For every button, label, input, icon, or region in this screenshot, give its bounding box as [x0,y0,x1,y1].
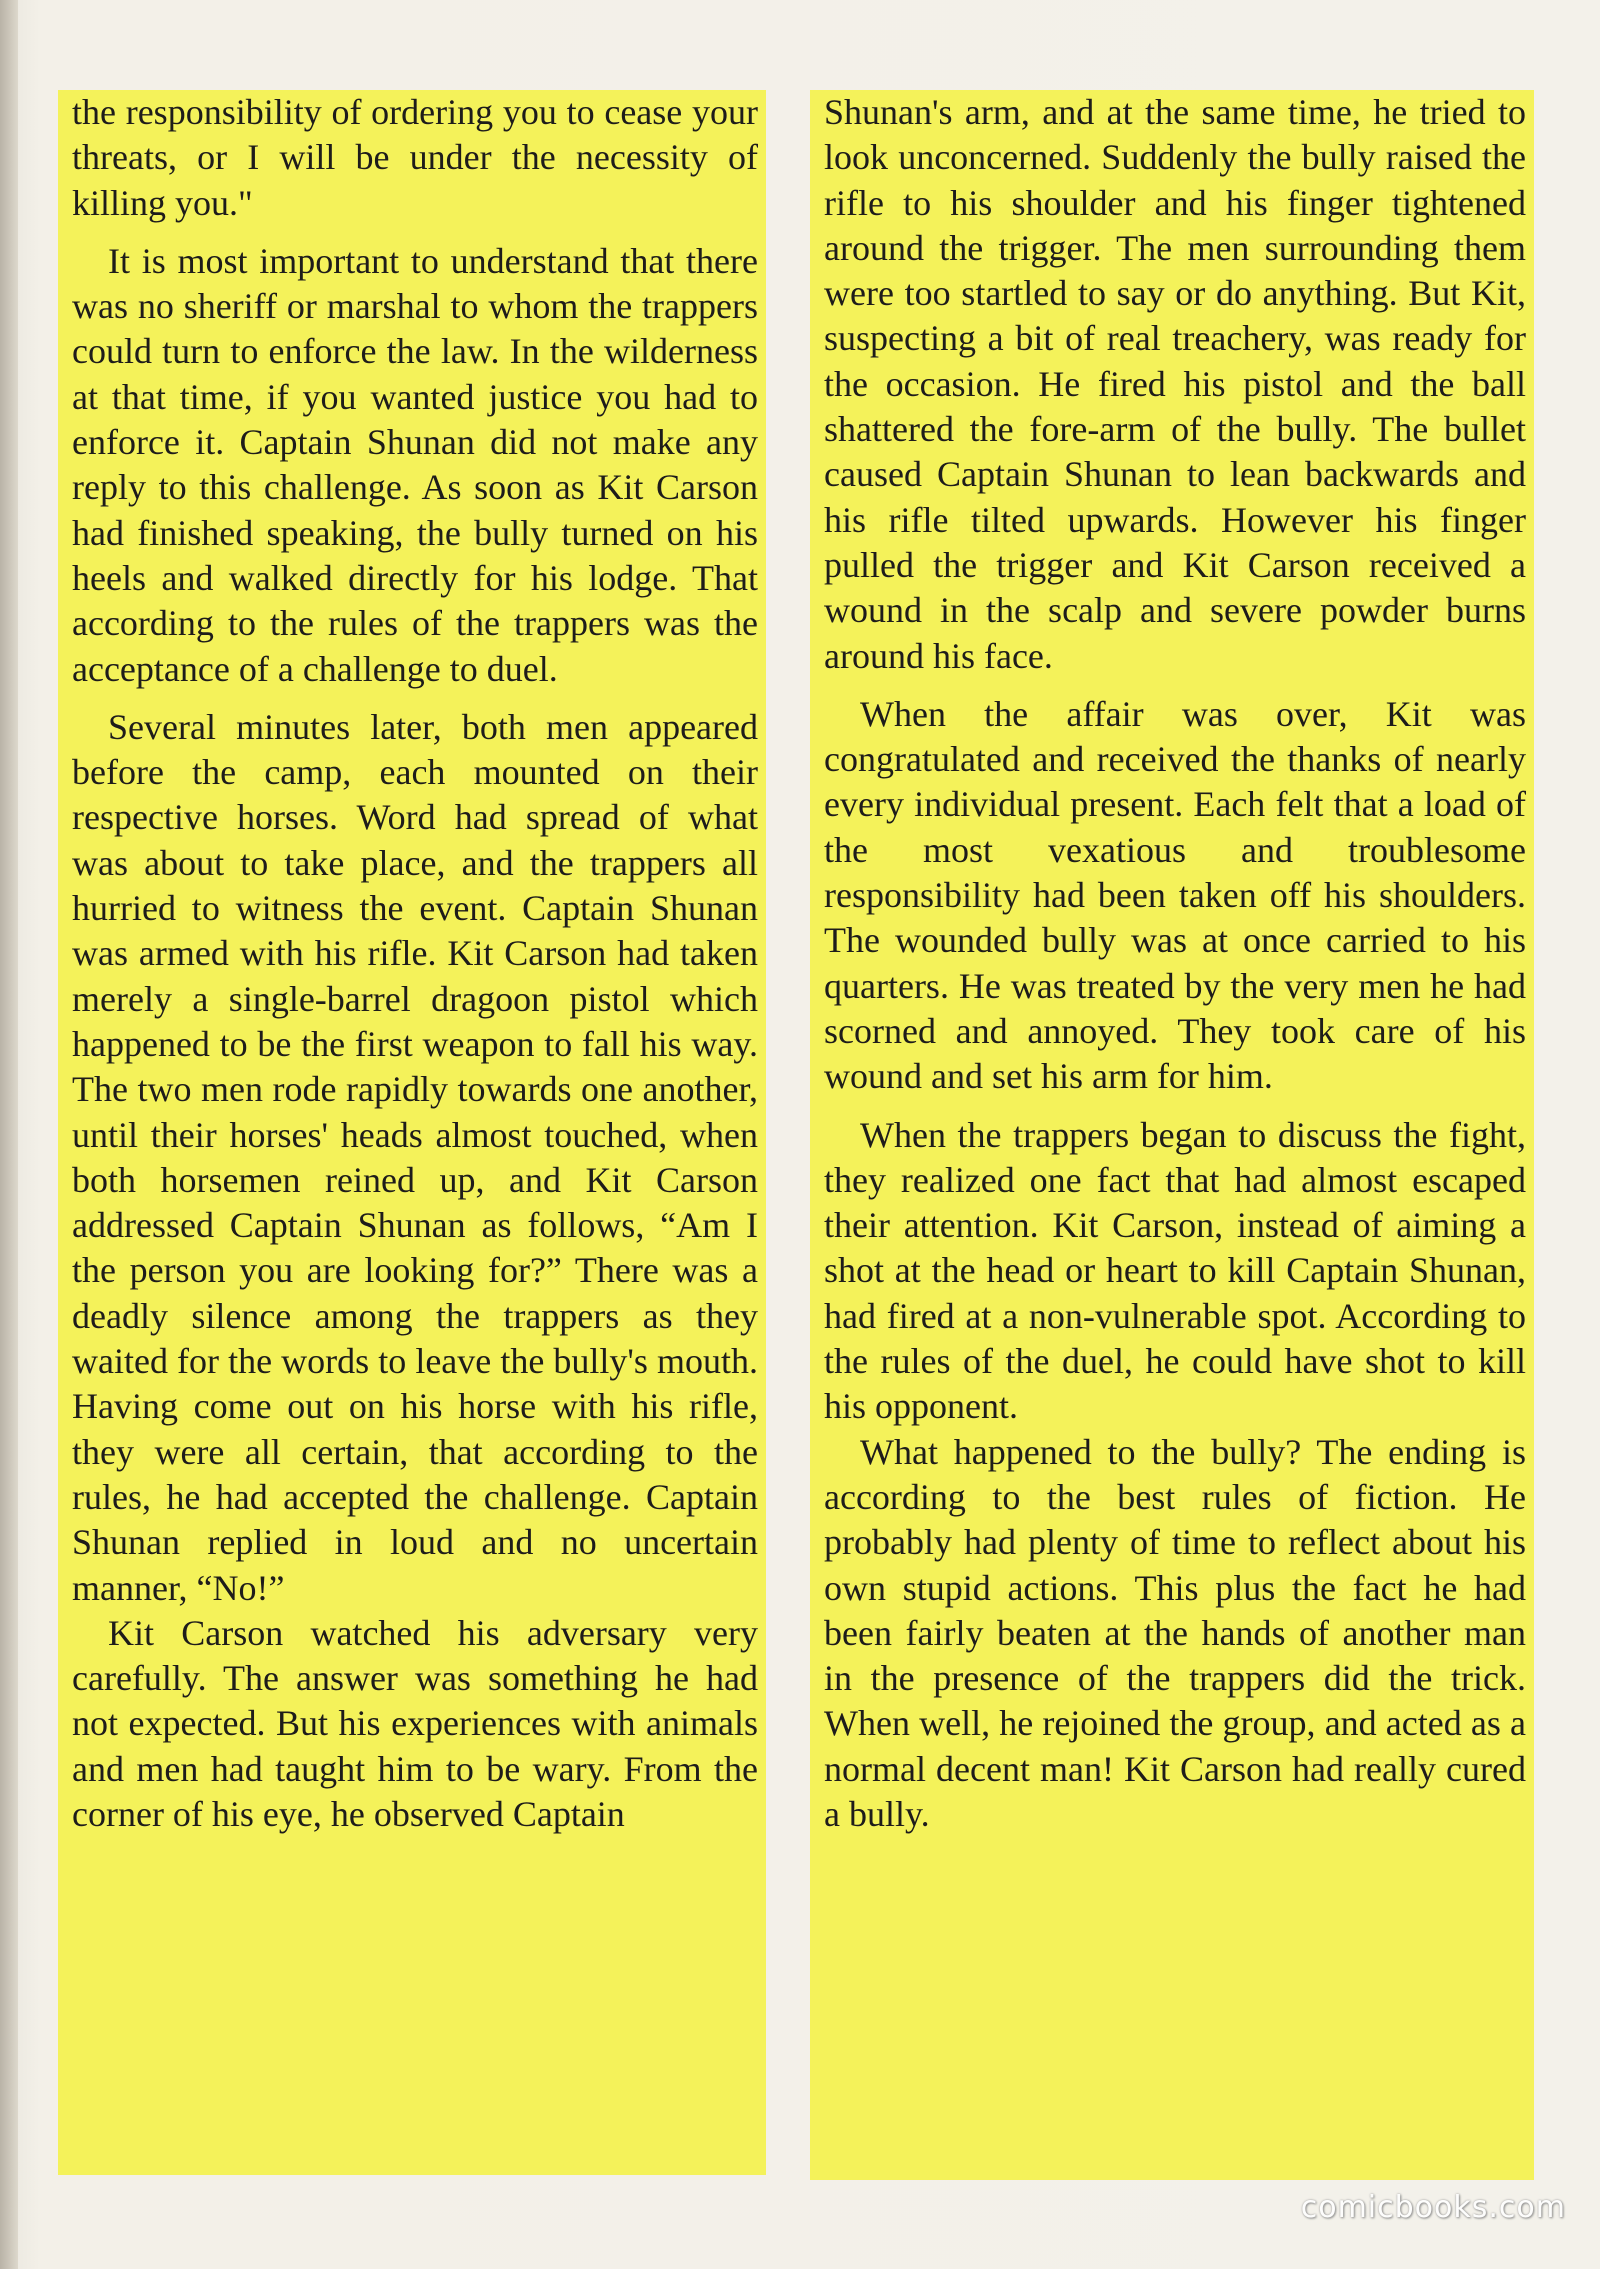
article-paragraph: Kit Carson watched his adversary very carefully. The answer was something he had not expected. But his experiences with animals and men had taught him to be wary. From the corner of his eye, he observed Captain [72,1612,758,1834]
article-paragraph: When the affair was over, Kit was congratulated and received the thanks of nearly every individual present. Each felt that a load of the most vexatious and troublesome responsibility had been taken off his shoulders. The wounded bully was at once carried to his quarters. He was treated by the very men he had scorned and annoyed. They took care of his wound and set his arm for him. [824,693,1526,1097]
article-paragraph: the responsibility of ordering you to cease your threats, or I will be under the necessity of killing you." [72,92,758,223]
article-paragraph: Shunan's arm, and at the same time, he tried to look unconcerned. Suddenly the bully raised the rifle to his shoulder and his finger tightened around the trigger. The men surrounding them were too startled to say or do anything. But Kit, suspecting a bit of real treachery, was ready for the occasion. He fired his pistol and the ball shattered the fore-arm of the bully. The bullet caused Captain Shunan to lean backwards and his rifle tilted upwards. However his finger pulled the trigger and Kit Carson received a wound in the scalp and severe powder burns around his face. [824,92,1526,676]
article-paragraph: When the trappers began to discuss the fight, they realized one fact that had almost escaped their attention. Kit Carson, instead of aiming a shot at the head or heart to kill Captain Shunan, had fired at a non-vulnerable spot. According to the rules of the duel, he could have shot to kill his opponent. [824,1114,1526,1427]
page-binding-edge [0,0,18,2269]
article-right-column [810,90,1534,2180]
article-paragraph: Several minutes later, both men appeared before the camp, each mounted on their respective horses. Word had spread of what was about to take place, and the trappers all hurried to witness the event. Captain Shunan was armed with his rifle. Kit Carson had taken merely a single-barrel dragoon pistol which happened to be the first weapon to fall his way. The two men rode rapidly towards one another, until their horses' heads almost touched, when both horsemen reined up, and Kit Carson addressed Captain Shunan as follows, “Am I the person you are looking for?” There was a deadly silence among the trappers as they waited for the words to leave the bully's mouth. Having come out on his horse with his rifle, they were all certain, that according to the rules, he had accepted the challenge. Captain Shunan replied in loud and no uncertain manner, “No!” [72,706,758,1608]
article-left-column [58,90,766,2175]
article-paragraph: It is most important to understand that there was no sheriff or marshal to whom the trappers could turn to enforce the law. In the wilderness at that time, if you wanted justice you had to enforce it. Captain Shunan did not make any reply to this challenge. As soon as Kit Carson had finished speaking, the bully turned on his heels and walked directly for his lodge. That according to the rules of the trappers was the acceptance of a challenge to duel. [72,240,758,689]
article-paragraph: What happened to the bully? The ending is according to the best rules of fiction. He probably had plenty of time to reflect about his own stupid actions. This plus the fact he had been fairly beaten at the hands of another man in the presence of the trappers did the trick. When well, he rejoined the group, and acted as a normal decent man! Kit Carson had really cured a bully. [824,1431,1526,1834]
site-watermark: comicbooks.com [1300,2190,1566,2225]
